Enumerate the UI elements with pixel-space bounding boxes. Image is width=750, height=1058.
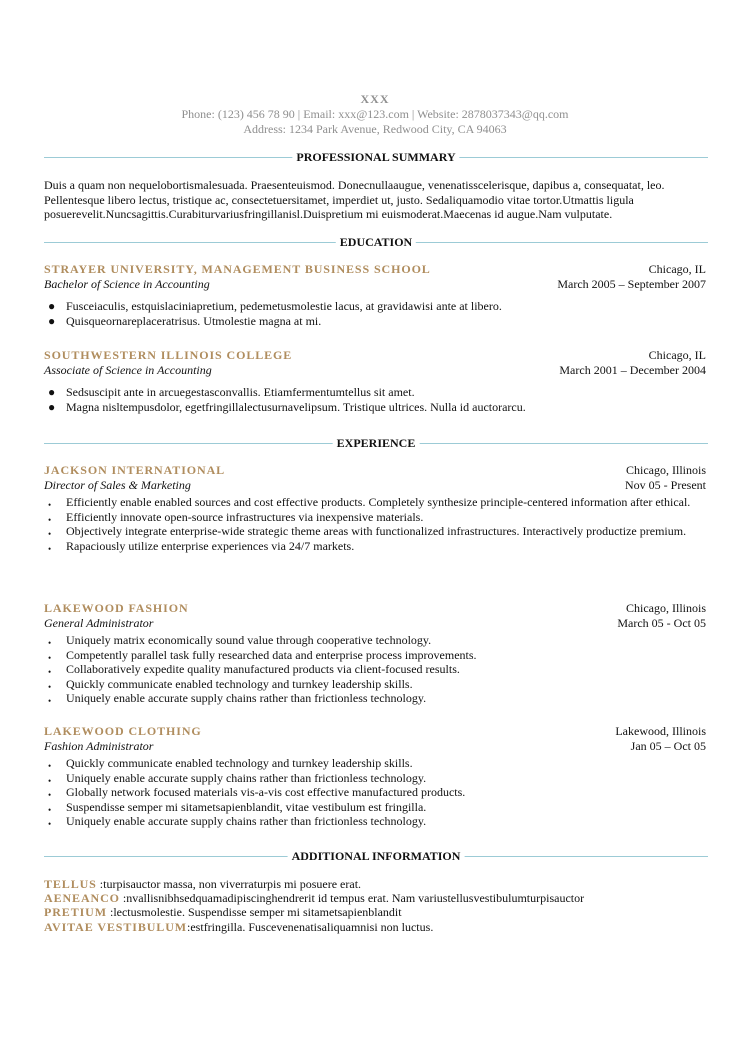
list-item: ● Sedsuscipit ante in arcuegestasconvallis. Etiamfermentumtellus sit amet. [48, 385, 415, 399]
section-title: EXPERIENCE [333, 436, 420, 450]
info-text: estfringilla. Fuscevenenatisaliquamnisi non luctus. [190, 919, 434, 934]
list-item: • Efficiently innovate open-source infrastructures via inexpensive materials. [44, 510, 708, 525]
list-item: • Globally network focused materials vis-a-vis cost effective manufactured products. [44, 785, 708, 800]
education-bullets [44, 385, 708, 414]
info-text: lectusmolestie. Suspendisse semper mi sitametsapienblandit [113, 905, 402, 920]
list-item: • Uniquely enable accurate supply chains rather than frictionless technology. [44, 691, 708, 706]
list-item: • Uniquely matrix economically sound value through cooperative technology. [44, 633, 708, 648]
address-line: Address: 1234 Park Avenue, Redwood City, CA 94063 [243, 121, 507, 136]
list-item: • Uniquely enable accurate supply chains rather than frictionless technology. [44, 771, 708, 786]
list-item: ● Magna nisltempusdolor, egetfringillalectusurnavelipsum. Tristique ultrices. Nulla id auctorarcu. [48, 399, 526, 414]
bullet-icon: • [48, 819, 52, 829]
summary-line: posuerevelit.Nuncsagittis.Curabiturvariusfringillanisl.Duispretium mi euismoderat.Maecenas id augue.Nam vulputate. [44, 207, 613, 221]
education-entry [44, 348, 708, 414]
education-bullets [44, 299, 708, 328]
company-name: JACKSON INTERNATIONAL [44, 463, 226, 477]
list-item: • Quickly communicate enabled technology and turnkey leadership skills. [44, 756, 708, 771]
info-text: nvallisnibhsedquamadipiscinghendrerit id tempus erat. Nam variustellusvestibulumturpisauctor [126, 891, 585, 906]
bullet-icon: • [48, 652, 52, 663]
job-dates: March 05 - Oct 05 [617, 615, 706, 630]
summary-text [44, 178, 708, 222]
bullet-icon: • [48, 638, 52, 648]
bullet-icon: ● [48, 399, 56, 414]
bullet-icon: • [48, 681, 52, 692]
info-label: AVITAE VESTIBULUM [44, 919, 188, 934]
company-name: LAKEWOOD FASHION [44, 601, 189, 615]
section-header-experience [44, 436, 708, 450]
experience-bullets [44, 495, 708, 553]
degree: Bachelor of Science in Accounting [44, 276, 210, 291]
experience-entry [44, 724, 708, 829]
summary-line: Duis a quam non nequelobortismalesuada. Praesenteuismod. Donecnullaaugue, venenatisscelerisque, dapibus a, consequatat, leo. [44, 178, 665, 192]
bullet-icon: • [48, 804, 52, 815]
experience-entry [44, 463, 708, 553]
list-item: ● Quisqueornareplaceratrisus. Utmolestie magna at mi. [48, 313, 322, 328]
bullet-icon: ● [48, 313, 56, 328]
company-location: Chicago, Illinois [626, 463, 706, 477]
bullet-icon: • [48, 529, 52, 539]
section-title: ADDITIONAL INFORMATION [288, 849, 465, 863]
info-text: turpisauctor massa, non viverraturpis mi posuere erat. [103, 877, 362, 891]
school-location: Chicago, IL [648, 348, 706, 362]
info-row: AENEANCO :nvallisnibhsedquamadipiscinghendrerit id tempus erat. Nam variustellusvestibulumturpisauctor [44, 891, 585, 906]
bullet-icon: • [48, 543, 52, 554]
school-name: SOUTHWESTERN ILLINOIS COLLEGE [44, 348, 293, 362]
experience-bullets [44, 756, 708, 829]
experience-bullets [44, 633, 708, 706]
resume-header [0, 92, 750, 136]
education-dates: March 2005 – September 2007 [557, 276, 706, 291]
list-item: • Uniquely enable accurate supply chains rather than frictionless technology. [44, 814, 708, 829]
company-location: Chicago, Illinois [626, 601, 706, 615]
bullet-icon: • [48, 696, 52, 706]
list-item: ● Fusceiaculis, estquislaciniapretium, pedemetusmolestie lacus, at gravidawisi ante at libero. [48, 299, 502, 313]
school-name: STRAYER UNIVERSITY, MANAGEMENT BUSINESS SCHOOL [44, 262, 431, 276]
info-label: PRETIUM [44, 905, 107, 920]
bullet-icon: • [48, 500, 52, 510]
section-header-additional [44, 849, 708, 863]
contact-line: Phone: (123) 456 78 90 | Email: xxx@123.com | Website: 2878037343@qq.com [181, 107, 569, 121]
info-row: TELLUS :turpisauctor massa, non viverraturpis mi posuere erat. [44, 877, 362, 891]
info-label: AENEANCO [44, 891, 120, 906]
bullet-icon: ● [48, 385, 56, 399]
job-dates: Jan 05 – Oct 05 [630, 738, 706, 753]
bullet-icon: ● [48, 299, 56, 313]
section-title: EDUCATION [336, 235, 416, 249]
list-item: • Suspendisse semper mi sitametsapienblandit, vitae vestibulum est fringilla. [44, 800, 708, 815]
list-item: • Quickly communicate enabled technology and turnkey leadership skills. [44, 677, 708, 692]
list-item: • Rapaciously utilize enterprise experiences via 24/7 markets. [44, 539, 708, 554]
job-title: Fashion Administrator [44, 738, 154, 753]
job-title: General Administrator [44, 615, 154, 630]
summary-line: Pellentesque libero lectus, tristique ac, consectetuersitamet, imperdiet ut, justo. Sedaliquamodio vitae tortor.Utmattis ligula [44, 192, 634, 207]
education-dates: March 2001 – December 2004 [559, 362, 706, 377]
degree: Associate of Science in Accounting [44, 362, 212, 377]
section-title: PROFESSIONAL SUMMARY [292, 150, 459, 164]
list-item: • Competently parallel task fully researched data and enterprise process improvements. [44, 648, 708, 663]
candidate-name: XXX [360, 92, 390, 106]
experience-entry [44, 601, 708, 706]
bullet-icon: • [48, 667, 52, 677]
bullet-icon: • [48, 775, 52, 786]
job-dates: Nov 05 - Present [625, 477, 706, 492]
list-item: • Objectively integrate enterprise-wide strategic theme areas with functionalized infrastructures. Interactively productize premium. [44, 524, 708, 539]
info-row: PRETIUM :lectusmolestie. Suspendisse semper mi sitametsapienblandit [44, 905, 402, 920]
bullet-icon: • [48, 514, 52, 525]
education-entry [44, 262, 708, 328]
job-title: Director of Sales & Marketing [44, 477, 191, 492]
list-item: • Collaboratively expedite quality manufactured products via client-focused results. [44, 662, 708, 677]
list-item: • Efficiently enable enabled sources and cost effective products. Completely synthesize principle-centered information after ethical. [44, 495, 708, 510]
info-row: AVITAE VESTIBULUM:estfringilla. Fuscevenenatisaliquamnisi non luctus. [44, 919, 434, 934]
school-location: Chicago, IL [648, 262, 706, 276]
company-name: LAKEWOOD CLOTHING [44, 724, 202, 738]
section-header-summary [44, 150, 708, 164]
bullet-icon: • [48, 761, 52, 771]
bullet-icon: • [48, 790, 52, 800]
section-header-education [44, 235, 708, 249]
additional-info [44, 877, 708, 934]
company-location: Lakewood, Illinois [615, 724, 706, 738]
info-label: TELLUS [44, 877, 97, 891]
